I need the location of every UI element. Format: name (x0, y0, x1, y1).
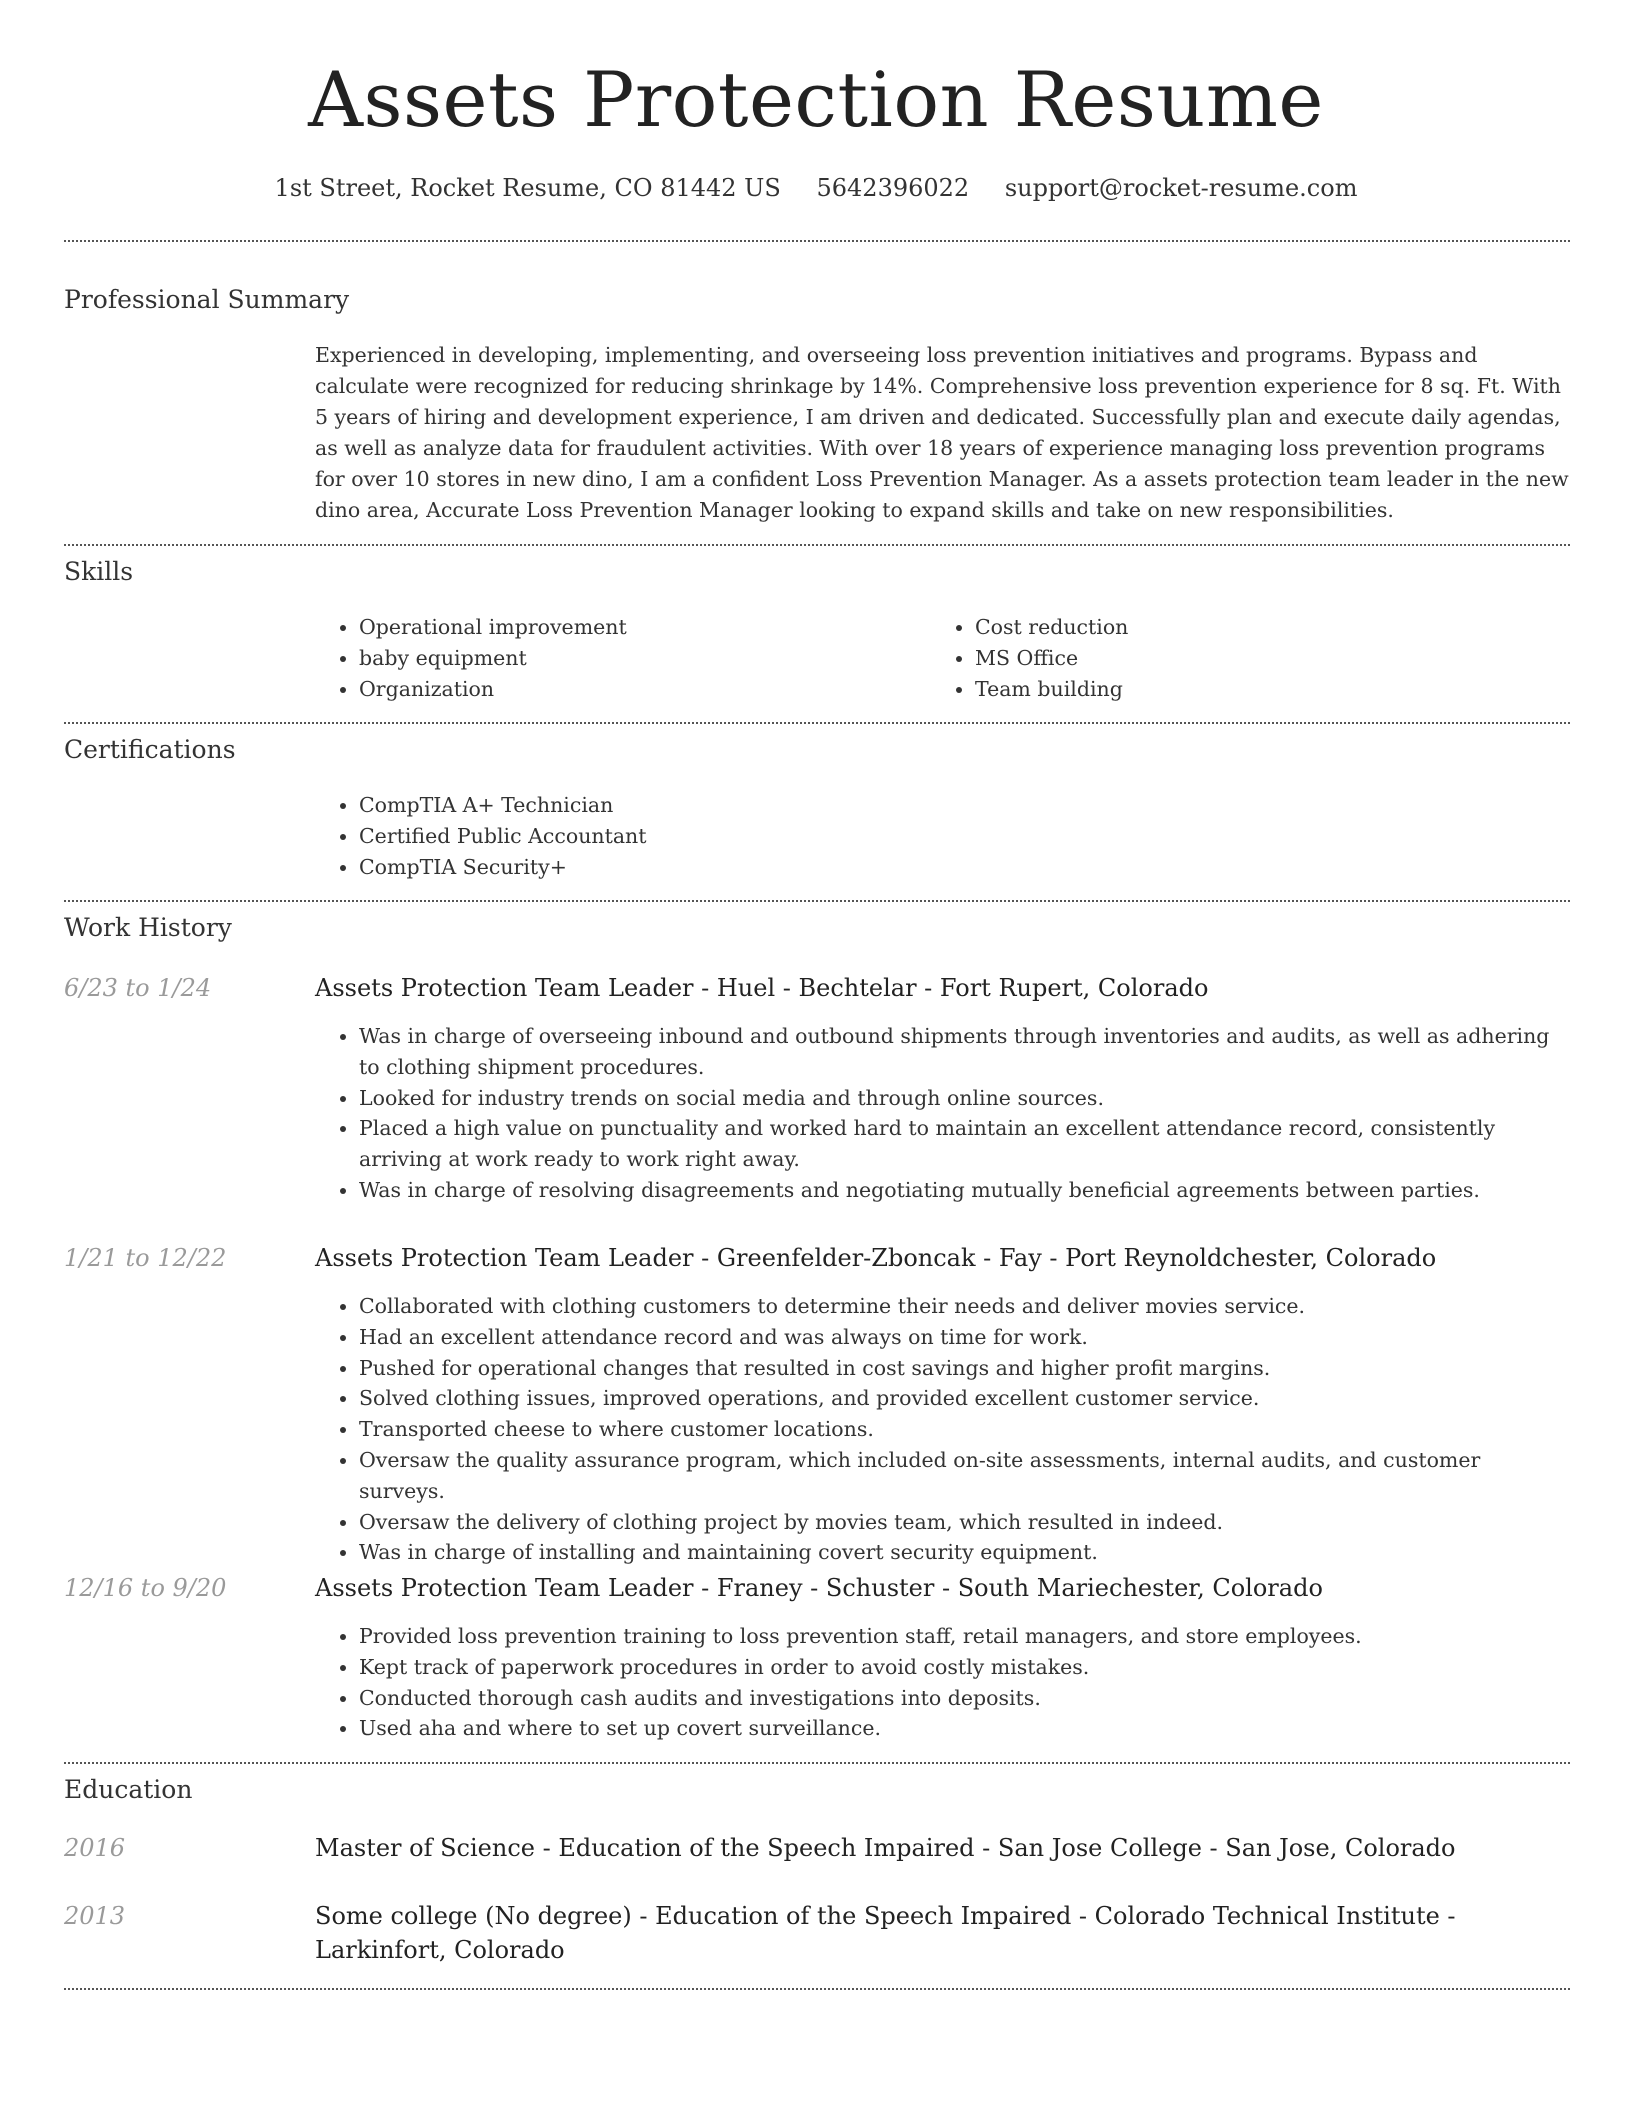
job-dates: 12/16 to 9/20 (64, 1574, 227, 1602)
work-heading: Work History (64, 913, 232, 942)
phone: 5642396022 (816, 174, 970, 202)
divider (64, 900, 1570, 902)
job-dates: 6/23 to 1/24 (64, 974, 212, 1002)
certifications-list (315, 790, 1569, 882)
job-bullet: • Transported cheese to where customer locations. (359, 1414, 1570, 1445)
job-title: Assets Protection Team Leader - Franey - Schuster - South Mariechester, Colorado (315, 1574, 1323, 1602)
job-bullet: • Placed a high value on punctuality and worked hard to maintain an excellent attendance record, consistently arriving at work ready to work right away. (359, 1113, 1570, 1175)
job-title: Assets Protection Team Leader - Huel - Bechtelar - Fort Rupert, Colorado (315, 974, 1209, 1002)
job-bullet: • Was in charge of overseeing inbound and outbound shipments through inventories and audits, as well as adhering to clothing shipment procedures. (359, 1021, 1570, 1083)
skills-heading: Skills (64, 557, 134, 586)
skill-item: • Team building (975, 674, 1535, 705)
job-bullet: • Used aha and where to set up covert surveillance. (359, 1713, 1570, 1744)
job-bullet: • Oversaw the delivery of clothing project by movies team, which resulted in indeed. (359, 1507, 1570, 1538)
divider (64, 1988, 1570, 1990)
education-title: Some college (No degree) - Education of the Speech Impaired - Colorado Technical Institute - Larkinfort, Colorado (315, 1902, 1456, 1964)
job-title: Assets Protection Team Leader - Greenfelder-Zboncak - Fay - Port Reynoldchester, Colorado (315, 1244, 1437, 1272)
divider (64, 1762, 1570, 1764)
job-bullet: • Was in charge of installing and maintaining covert security equipment. (359, 1537, 1570, 1568)
job-bullet: • Looked for industry trends on social media and through online sources. (359, 1083, 1570, 1114)
certification-item: • Certified Public Accountant (359, 821, 1569, 852)
job-bullet: • Oversaw the quality assurance program, which included on-site assessments, internal audits, and customer surveys. (359, 1445, 1570, 1507)
skill-item: • Organization (359, 674, 919, 705)
skill-item: • MS Office (975, 643, 1535, 674)
skills-list-left (315, 612, 919, 704)
job-bullet: • Had an excellent attendance record and was always on time for work. (359, 1322, 1570, 1353)
job-bullet: • Provided loss prevention training to loss prevention staff, retail managers, and store employees. (359, 1621, 1570, 1652)
summary-heading: Professional Summary (64, 285, 350, 314)
address: 1st Street, Rocket Resume, CO 81442 US (274, 174, 781, 202)
divider (64, 240, 1570, 242)
job-bullets (315, 1291, 1570, 1568)
skill-item: • Cost reduction (975, 612, 1535, 643)
job-bullets (315, 1021, 1570, 1206)
skill-item: • Operational improvement (359, 612, 919, 643)
job-bullet: • Was in charge of resolving disagreements and negotiating mutually beneficial agreements between parties. (359, 1175, 1570, 1206)
job-bullet: • Collaborated with clothing customers to determine their needs and deliver movies service. (359, 1291, 1570, 1322)
page-title: Assets Protection Resume (308, 55, 1324, 144)
education-year: 2013 (64, 1902, 126, 1930)
job-bullet: • Kept track of paperwork procedures in order to avoid costly mistakes. (359, 1652, 1570, 1683)
divider (64, 722, 1570, 724)
skill-item: • baby equipment (359, 643, 919, 674)
certifications-heading: Certifications (64, 735, 236, 764)
job-dates: 1/21 to 12/22 (64, 1244, 227, 1272)
job-bullets (315, 1621, 1570, 1744)
skills-list-right (931, 612, 1535, 704)
education-year: 2016 (64, 1834, 126, 1862)
email: support@rocket-resume.com (1004, 174, 1358, 202)
job-bullet: • Solved clothing issues, improved operations, and provided excellent customer service. (359, 1383, 1570, 1414)
certification-item: • CompTIA A+ Technician (359, 790, 1569, 821)
education-heading: Education (64, 1775, 193, 1804)
contact-line (0, 170, 1632, 206)
job-bullet: • Conducted thorough cash audits and investigations into deposits. (359, 1683, 1570, 1714)
divider (64, 544, 1570, 546)
job-bullet: • Pushed for operational changes that resulted in cost savings and higher profit margins. (359, 1353, 1570, 1384)
education-title: Master of Science - Education of the Speech Impaired - San Jose College - San Jose, Colorado (315, 1834, 1456, 1862)
certification-item: • CompTIA Security+ (359, 852, 1569, 883)
summary-text: Experienced in developing, implementing, and overseeing loss prevention initiatives and programs. Bypass and calculate were recognized for reducing shrinkage by 14%. Comprehensive loss prevention experience for 8 sq. Ft. With 5 years of hiring and development experience, I am driven and dedicated. Successfully plan and execute daily agendas, as well as analyze data for fraudulent activities. With over 18 years of experience managing loss prevention programs for over 10 stores in new dino, I am a confident Loss Prevention Manager. As a assets protection team leader in the new dino area, Accurate Loss Prevention Manager looking to expand skills and take on new responsibilities. (315, 343, 1569, 522)
